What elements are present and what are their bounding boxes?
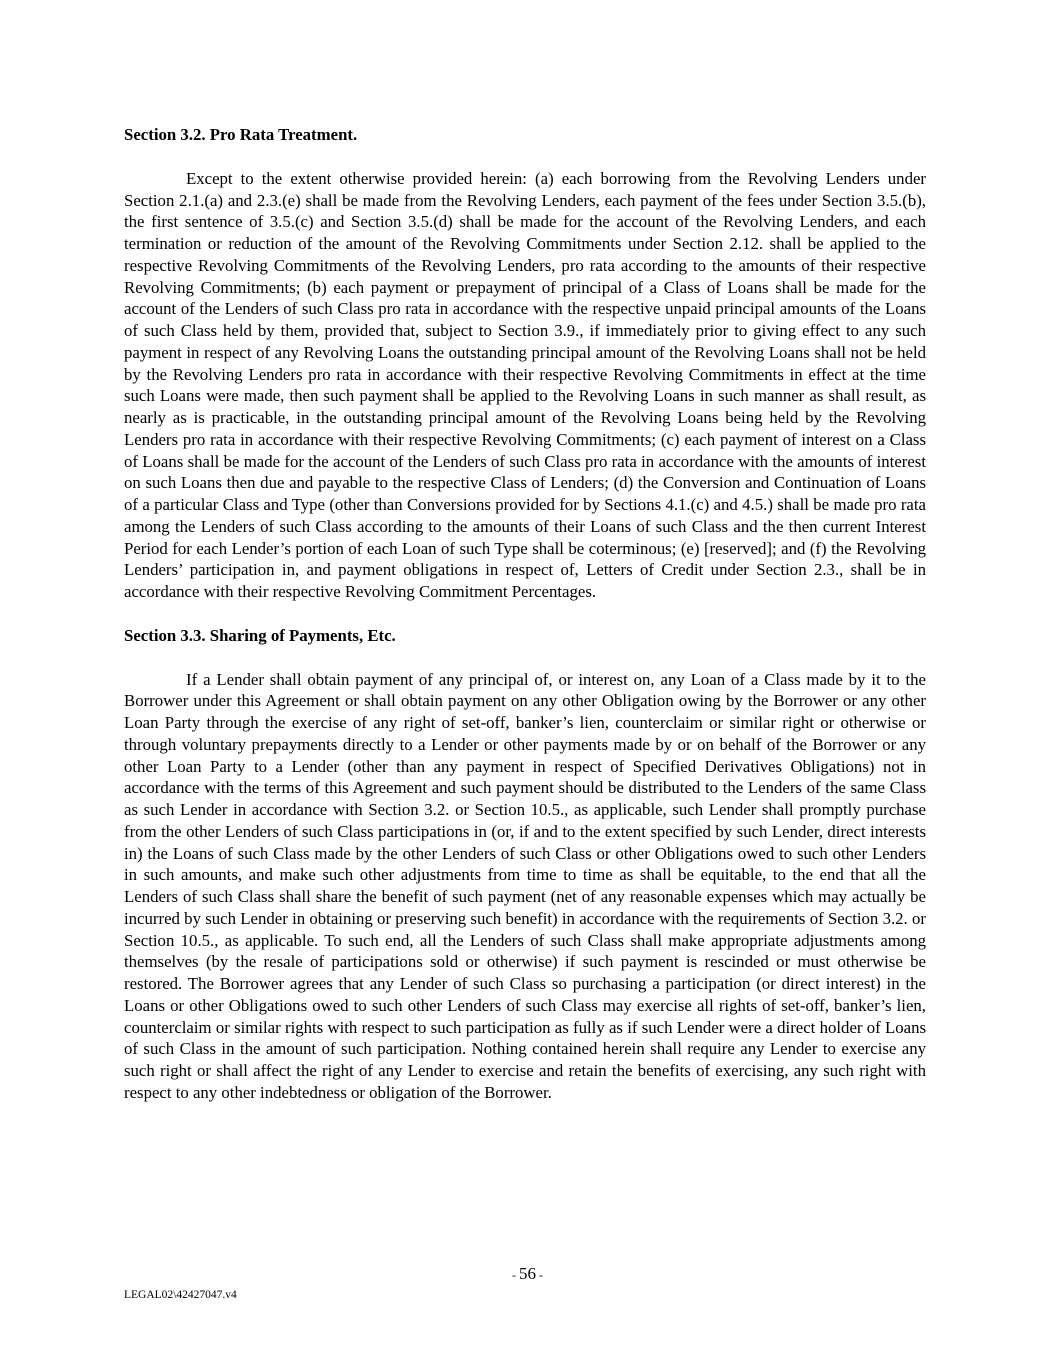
section-3-2-body: Except to the extent otherwise provided herein: (a) each borrowing from the Revolving Lenders under Section 2.1.(a) and 2.3.(e) shall be made from the Revolving Lenders, each payment of the fees under Section 3.5.(b), the first sentence of 3.5.(c) and Section 3.5.(d) shall be made for the account of the Revolving Lenders, and each termination or reduction of the amount of the Revolving Commitments under Section 2.12. shall be applied to the respective Revolving Commitments of the Revolving Lenders, pro rata according to the amounts of their respective Revolving Commitments; (b) each payment or prepayment of principal of a Class of Loans shall be made for the account of the Lenders of such Class pro rata in accordance with the respective unpaid principal amounts of the Loans of such Class held by them, provided that, subject to Section 3.9., if immediately prior to giving effect to any such payment in respect of any Revolving Loans the outstanding principal amount of the Revolving Loans shall not be held by the Revolving Lenders pro rata in accordance with their respective Revolving Commitments in effect at the time such Loans were made, then such payment shall be applied to the Revolving Loans in such manner as shall result, as nearly as is practicable, in the outstanding principal amount of the Revolving Loans being held by the Revolving Lenders pro rata in accordance with their respective Revolving Commitments; (c) each payment of interest on a Class of Loans shall be made for the account of the Lenders of such Class pro rata in accordance with the amounts of interest on such Loans then due and payable to the respective Class of Lenders; (d) the Conversion and Continuation of Loans of a particular Class and Type (other than Conversions provided for by Sections 4.1.(c) and 4.5.) shall be made pro rata among the Lenders of such Class according to the amounts of their Loans of such Class and the then current Interest Period for each Lender’s portion of each Loan of such Type shall be coterminous; (e) [reserved]; and (f) the Revolving Lenders’ participation in, and payment obligations in respect of, Letters of Credit under Section 2.3., shall be in accordance with their respective Revolving Commitment Percentages. <box>124 168 926 602</box>
section-3-3-body: If a Lender shall obtain payment of any principal of, or interest on, any Loan of a Class made by it to the Borrower under this Agreement or shall obtain payment on any other Obligation owing by the Borrower or any other Loan Party through the exercise of any right of set-off, banker’s lien, counterclaim or similar right or otherwise or through voluntary prepayments directly to a Lender or other payments made by or on behalf of the Borrower or any other Loan Party to a Lender (other than any payment in respect of Specified Derivatives Obligations) not in accordance with the terms of this Agreement and such payment should be distributed to the Lenders of the same Class as such Lender in accordance with Section 3.2. or Section 10.5., as applicable, such Lender shall promptly purchase from the other Lenders of such Class participations in (or, if and to the extent specified by such Lender, direct interests in) the Loans of such Class made by the other Lenders of such Class or other Obligations owed to such other Lenders in such amounts, and make such other adjustments from time to time as shall be equitable, to the end that all the Lenders of such Class shall share the benefit of such payment (net of any reasonable expenses which may actually be incurred by such Lender in obtaining or preserving such benefit) in accordance with the requirements of Section 3.2. or Section 10.5., as applicable. To such end, all the Lenders of such Class shall make appropriate adjustments among themselves (by the resale of participations sold or otherwise) if such payment is rescinded or must otherwise be restored. The Borrower agrees that any Lender of such Class so purchasing a participation (or direct interest) in the Loans or other Obligations owed to such other Lenders of such Class may exercise all rights of set-off, banker’s lien, counterclaim or similar rights with respect to such participation as fully as if such Lender were a direct holder of Loans of such Class in the amount of such participation. Nothing contained herein shall require any Lender to exercise any such right or shall affect the right of any Lender to exercise and retain the benefits of exercising, any such right with respect to any other indebtedness or obligation of the Borrower. <box>124 669 926 1102</box>
document-page <box>124 124 926 1104</box>
section-3-2-heading: Section 3.2. Pro Rata Treatment. <box>124 125 358 144</box>
page-number-value: 56 <box>519 1264 536 1283</box>
page-number-suffix: - <box>536 1268 543 1282</box>
page-number <box>0 1264 1055 1284</box>
document-id: LEGAL02\42427047.v4 <box>124 1289 237 1301</box>
page-number-prefix: - <box>512 1268 519 1282</box>
section-3-3-heading: Section 3.3. Sharing of Payments, Etc. <box>124 625 396 645</box>
